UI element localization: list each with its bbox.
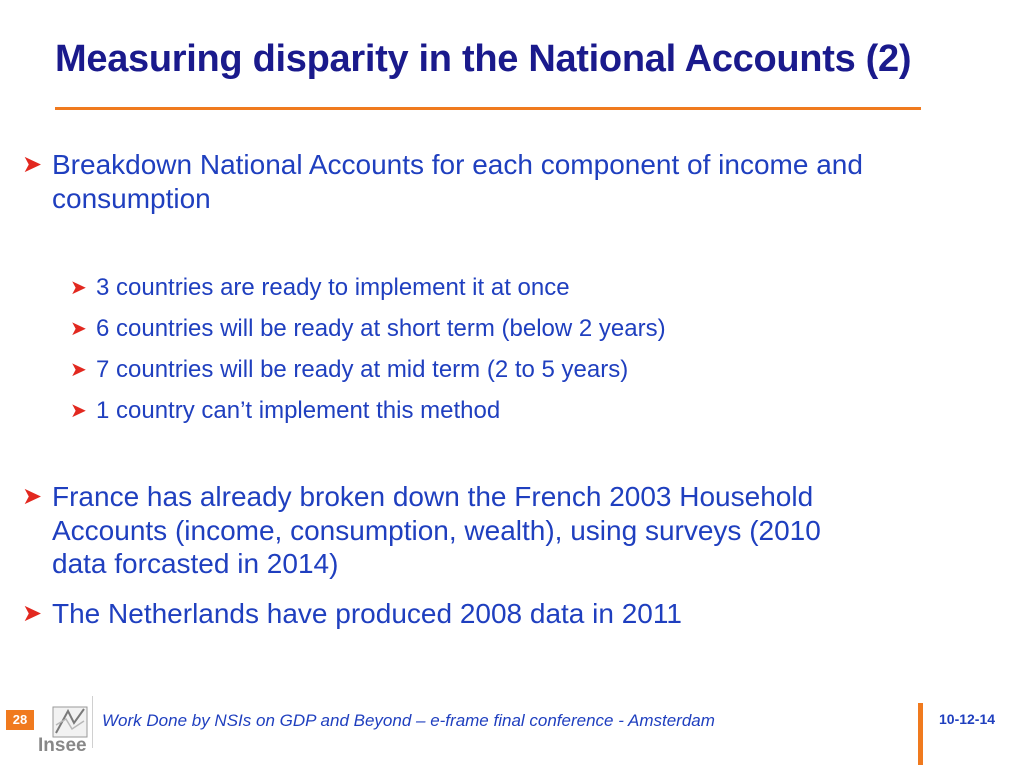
arrow-bullet-icon: ➤ xyxy=(70,359,87,381)
bullet-text: The Netherlands have produced 2008 data in 2011 xyxy=(52,598,682,629)
bullet-text: Breakdown National Accounts for each component of income and consumption xyxy=(52,149,863,214)
bullet-text: France has already broken down the French 2003 Household Accounts (income, consumption, wealth), using surveys (2010 data forcasted in 2014) xyxy=(52,481,821,580)
page-number-badge: 28 xyxy=(6,710,34,730)
slide-title: Measuring disparity in the National Accounts (2) xyxy=(55,38,912,80)
arrow-bullet-icon: ➤ xyxy=(22,600,43,627)
sub-bullet-text: 6 countries will be ready at short term (below 2 years) xyxy=(96,315,666,342)
sub-bullet-text: 3 countries are ready to implement it at once xyxy=(96,274,570,301)
bullet-netherlands xyxy=(22,597,892,631)
sub-bullet-ready-at-once xyxy=(70,274,916,303)
bullet-breakdown xyxy=(22,148,892,215)
insee-logo-text: Insee xyxy=(38,735,87,756)
arrow-bullet-icon: ➤ xyxy=(22,151,43,178)
insee-logo-icon xyxy=(50,703,90,739)
sub-bullet-short-term xyxy=(70,315,916,344)
arrow-bullet-icon: ➤ xyxy=(70,318,87,340)
footer-accent-bar xyxy=(918,703,923,765)
arrow-bullet-icon: ➤ xyxy=(22,483,43,510)
arrow-bullet-icon: ➤ xyxy=(70,400,87,422)
arrow-bullet-icon: ➤ xyxy=(70,277,87,299)
sub-bullet-text: 1 country can’t implement this method xyxy=(96,397,501,424)
sub-bullet-text: 7 countries will be ready at mid term (2 to 5 years) xyxy=(96,356,629,383)
footer-text: Work Done by NSIs on GDP and Beyond – e-frame final conference - Amsterdam xyxy=(102,711,715,730)
footer-date: 10-12-14 xyxy=(939,711,996,727)
sub-bullet-mid-term xyxy=(70,356,916,385)
bullet-france xyxy=(22,480,852,581)
title-underline xyxy=(55,107,921,110)
footer-divider xyxy=(92,696,93,748)
sub-bullet-cannot-implement xyxy=(70,397,916,426)
